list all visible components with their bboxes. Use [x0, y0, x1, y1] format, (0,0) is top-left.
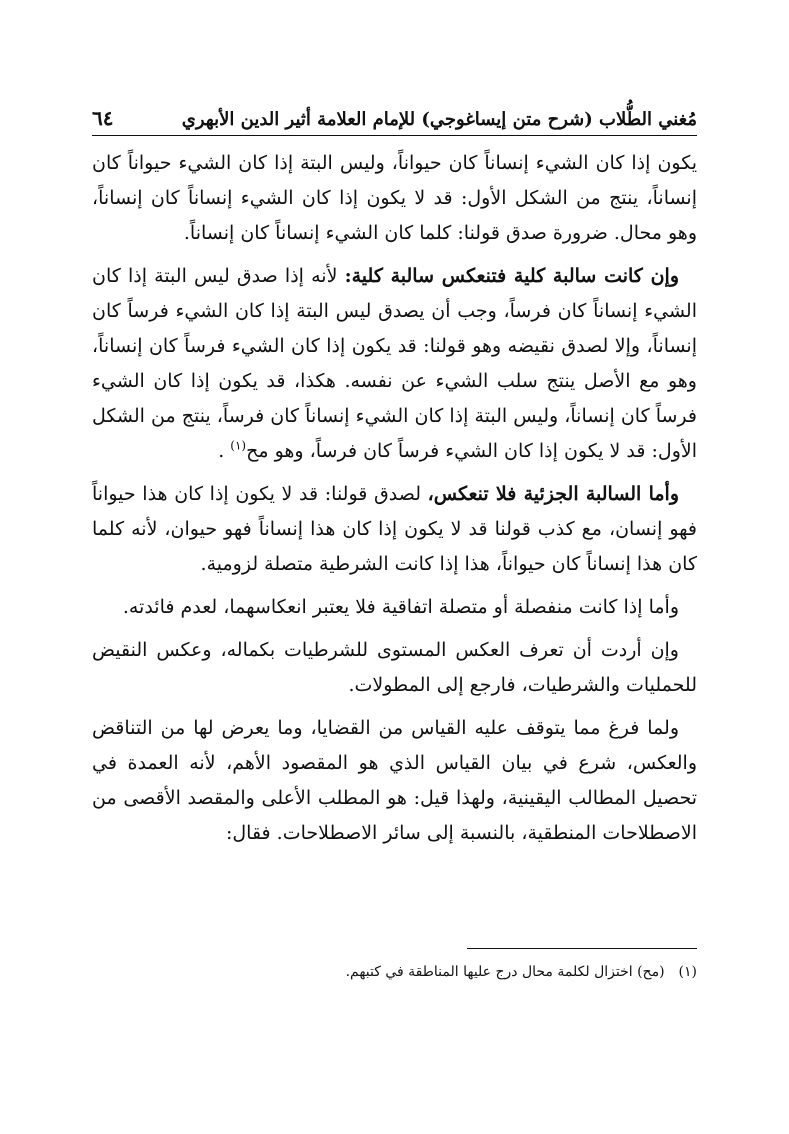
paragraph — [92, 146, 697, 251]
paragraph — [92, 711, 697, 851]
paragraph — [92, 477, 697, 582]
paragraph-text: وإن أردت أن تعرف العكس المستوى للشرطيات بكماله، وعكس النقيض للحمليات والشرطيات، فارجع إلى المطولات. — [92, 639, 697, 696]
paragraph — [92, 633, 697, 703]
paragraph-text: لصدق قولنا: قد لا يكون إذا كان هذا حيواناً فهو إنسان، مع كذب قولنا قد لا يكون إذا كان هذا إنساناً فهو حيوان، لأنه كلما كان هذا إنساناً كان حيواناً، هذا إذا كانت الشرطية متصلة لزومية. — [92, 483, 697, 575]
footnote-reference[interactable]: (١) — [230, 438, 247, 453]
running-header — [92, 96, 697, 134]
paragraph-text: وأما إذا كانت منفصلة أو متصلة اتفاقية فلا يعتبر انعكاسهما، لعدم فائدته. — [122, 596, 679, 618]
paragraph-tail: . — [218, 440, 231, 462]
paragraph-text: يكون إذا كان الشيء إنساناً كان حيواناً، وليس البتة إذا كان الشيء حيواناً كان إنساناً، ينتج من الشكل الأول: قد لا يكون إذا كان الشيء إنساناً كان إنساناً، وهو محال. ضرورة صدق قولنا: كلما كان الشيء إنساناً كان إنساناً. — [92, 152, 697, 244]
book-title: مُغني الطُّلاب (شرح متن إيساغوجي) للإمام العلامة أثير الدين الأبهري — [181, 109, 697, 130]
header-divider — [92, 135, 697, 136]
paragraph-lead: وأما السالبة الجزئية فلا تنعكس، — [427, 483, 679, 505]
paragraph-text: ولما فرغ مما يتوقف عليه القياس من القضايا، وما يعرض لها من التناقض والعكس، شرع في بيان القياس الذي هو المقصود الأهم، لأنه العمدة في تحصيل المطالب اليقينية، ولهذا قيل: هو المطلب الأعلى والمقصد الأقصى من الاصطلاحات المنطقية، بالنسبة إلى سائر الاصطلاحات. فقال: — [92, 717, 697, 844]
paragraph — [92, 259, 697, 469]
page-number: ٦٤ — [92, 106, 114, 130]
footnote-text: (مح) اختزال لكلمة محال درج عليها المناطقة في كتبهم. — [345, 964, 665, 980]
paragraph-lead: وإن كانت سالبة كلية فتنعكس سالبة كلية: — [344, 265, 679, 287]
body-text — [92, 146, 697, 859]
paragraph-text: لأنه إذا صدق ليس البتة إذا كان الشيء إنساناً كان فرساً، وجب أن يصدق ليس البتة إذا كان الشيء فرساً كان إنساناً، وإلا لصدق نقيضه وهو قولنا: قد يكون إذا كان الشيء فرساً كان إنساناً، وهو مع الأصل ينتج سلب الشيء عن نفسه. هكذا، قد يكون إذا كان الشيء فرساً كان إنساناً، وليس البتة إذا كان الشيء إنساناً كان فرساً، ينتج من الشكل الأول: قد لا يكون إذا كان الشيء فرساً كان فرساً، وهو مح — [92, 265, 697, 462]
footnote-divider — [467, 948, 697, 949]
paragraph — [92, 590, 697, 625]
footnote-number: (١) — [678, 964, 697, 980]
footnote — [92, 960, 697, 984]
